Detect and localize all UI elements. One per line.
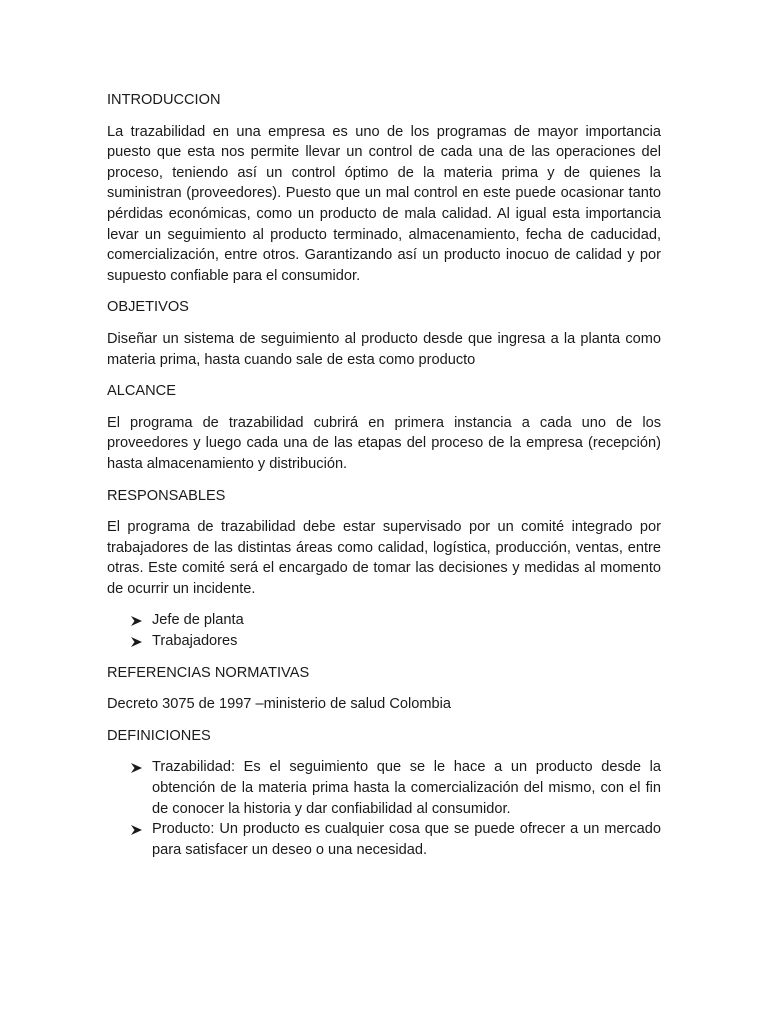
heading-alcance: ALCANCE [107,383,176,400]
responsables-list [107,610,661,651]
document-page [107,90,661,871]
heading-objetivos: OBJETIVOS [107,299,189,316]
heading-introduccion: INTRODUCCION [107,92,221,108]
list-item [107,610,661,631]
paragraph-alcance: El programa de trazabilidad cubrirá en primera instancia a cada uno de los proveedores y luego cada una de las etapas del proceso de la empresa (recepción) hasta almacenamiento y distribución. [107,414,661,472]
list-item-text: Trabajadores [152,633,238,650]
list-item-text: Trazabilidad: Es el seguimiento que se le hace a un producto desde la obtención de la materia prima hasta la comercialización del mismo, con el fin de conocer la historia y dar confiabilidad al consumidor. [152,759,661,817]
heading-referencias-normativas: REFERENCIAS NORMATIVAS [107,664,310,681]
heading-definiciones: DEFINICIONES [107,727,211,744]
list-item [107,819,661,860]
list-item [107,757,661,819]
paragraph-responsables: El programa de trazabilidad debe estar supervisado por un comité integrado por trabajadores de las distintas áreas como calidad, logística, producción, ventas, entre otras. Este comité será el encargado de tomar las decisiones y medidas al momento de ocurrir un incidente. [107,519,661,597]
heading-responsables: RESPONSABLES [107,487,226,504]
list-item [107,631,661,652]
list-item-text: Producto: Un producto es cualquier cosa que se puede ofrecer a un mercado para satisfacer un deseo o una necesidad. [152,821,661,858]
list-item-text: Jefe de planta [152,612,244,629]
definiciones-list [107,757,661,860]
paragraph-introduccion: La trazabilidad en una empresa es uno de los programas de mayor importancia puesto que esta nos permite llevar un control de cada una de las operaciones del proceso, teniendo así un control óptimo de la materia prima y de quienes la suministran (proveedores). Puesto que un mal control en este puede ocasionar tanto pérdidas económicas, como un producto de mala calidad. Al igual esta importancia levar un seguimiento al producto terminado, almacenamiento, fecha de caducidad, comercialización, entre otros. Garantizando así un producto inocuo de calidad y por supuesto confiable para el consumidor. [107,123,661,284]
paragraph-referencias: Decreto 3075 de 1997 –ministerio de salud Colombia [107,696,451,713]
paragraph-objetivos: Diseñar un sistema de seguimiento al producto desde que ingresa a la planta como materia prima, hasta cuando sale de esta como producto [107,330,661,368]
